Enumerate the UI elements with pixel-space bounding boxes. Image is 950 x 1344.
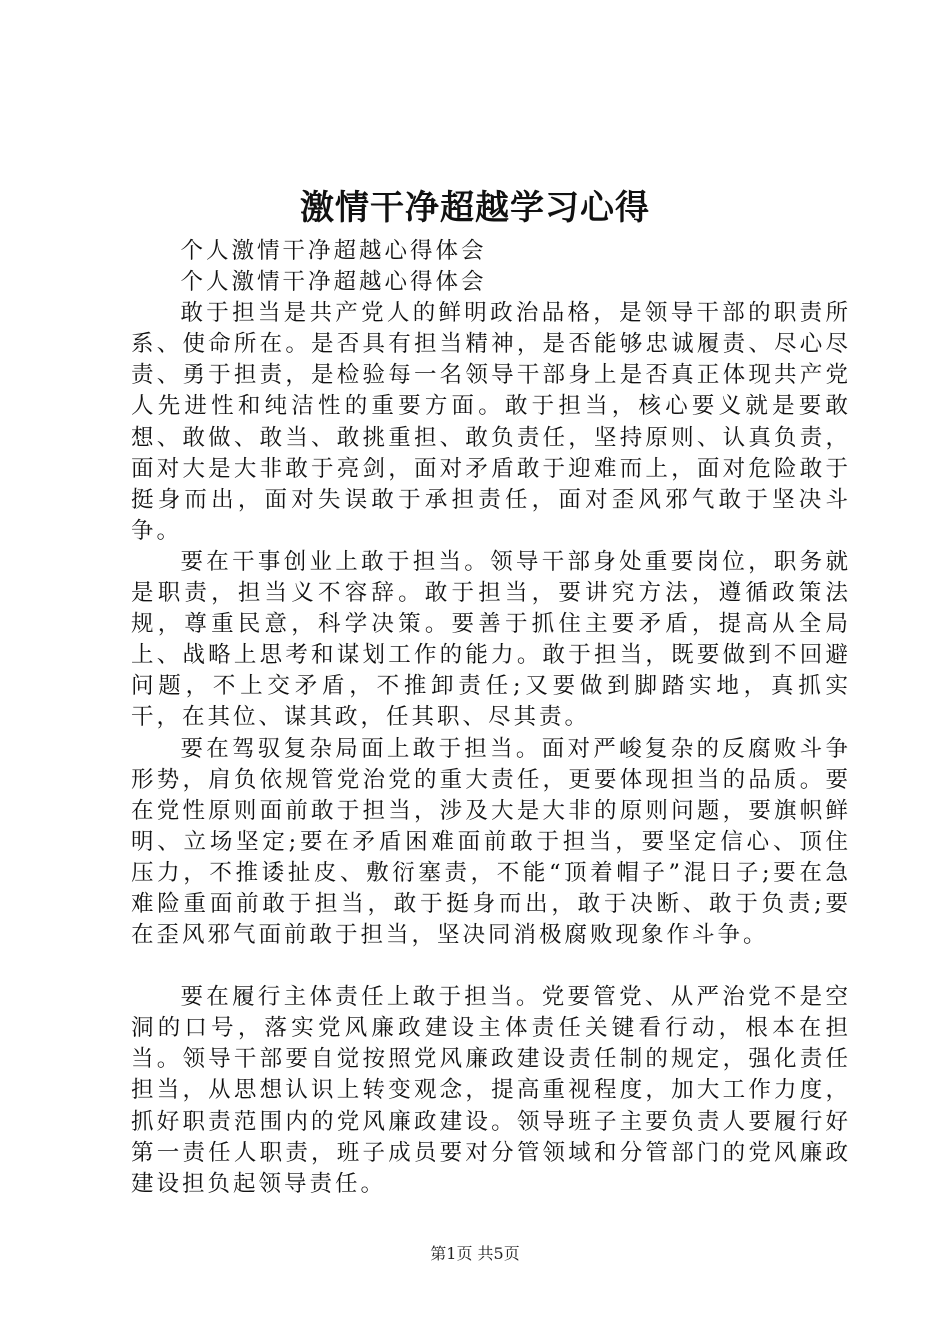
subtitle-line: 个人激情干净超越心得体会: [180, 269, 487, 296]
body-paragraph: 要在履行主体责任上敢于担当。党要管党、从严治党不是空洞的口号，落实党风廉政建设主体责任关键看行动，根本在担当。领导干部要自觉按照党风廉政建设责任制的规定，强化责任担当，从思想认识上转变观念，提高重视程度，加大工作力度，抓好职责范围内的党风廉政建设。领导班子主要负责人要履行好第一责任人职责，班子成员要对分管领域和分管部门的党风廉政建设担负起领导责任。: [131, 984, 851, 1197]
body-paragraph: 要在驾驭复杂局面上敢于担当。面对严峻复杂的反腐败斗争形势，肩负依规管党治党的重大责任，更要体现担当的品质。要在党性原则面前敢于担当，涉及大是大非的原则问题，要旗帜鲜明、立场坚定;要在矛盾困难面前敢于担当，要坚定信心、顶住压力，不推诿扯皮、敷衍塞责，不能“顶着帽子”混日子;要在急难险重面前敢于担当，敢于挺身而出，敢于决断、敢于负责;要在歪风邪气面前敢于担当，坚决同消极腐败现象作斗争。: [131, 735, 851, 949]
page-number-footer: 第1页 共5页: [430, 1244, 520, 1263]
document-title: 激情干净超越学习心得: [300, 188, 650, 228]
paragraph-spacer: [131, 951, 851, 982]
subtitle-line: 个人激情干净超越心得体会: [180, 238, 487, 264]
body-paragraph: 敢于担当是共产党人的鲜明政治品格，是领导干部的职责所系、使命所在。是否具有担当精神，是否能够忠诚履责、尽心尽责、勇于担责，是检验每一名领导干部身上是否真正体现共产党人先进性和纯洁性的重要方面。敢于担当，核心要义就是要敢想、敢做、敢当、敢挑重担、敢负责任，坚持原则、认真负责，面对大是大非敢于亮剑，面对矛盾敢于迎难而上，面对危险敢于挺身而出，面对失误敢于承担责任，面对歪风邪气敢于坚决斗争。: [131, 300, 851, 544]
document-body: [131, 236, 851, 1200]
body-paragraph: 要在干事创业上敢于担当。领导干部身处重要岗位，职务就是职责，担当义不容辞。敢于担当，要讲究方法，遵循政策法规，尊重民意，科学决策。要善于抓住主要矛盾，提高从全局上、战略上思考和谋划工作的能力。敢于担当，既要做到不回避问题，不上交矛盾，不推卸责任;又要做到脚踏实地，真抓实干，在其位、谋其政，任其职、尽其责。: [131, 548, 851, 731]
